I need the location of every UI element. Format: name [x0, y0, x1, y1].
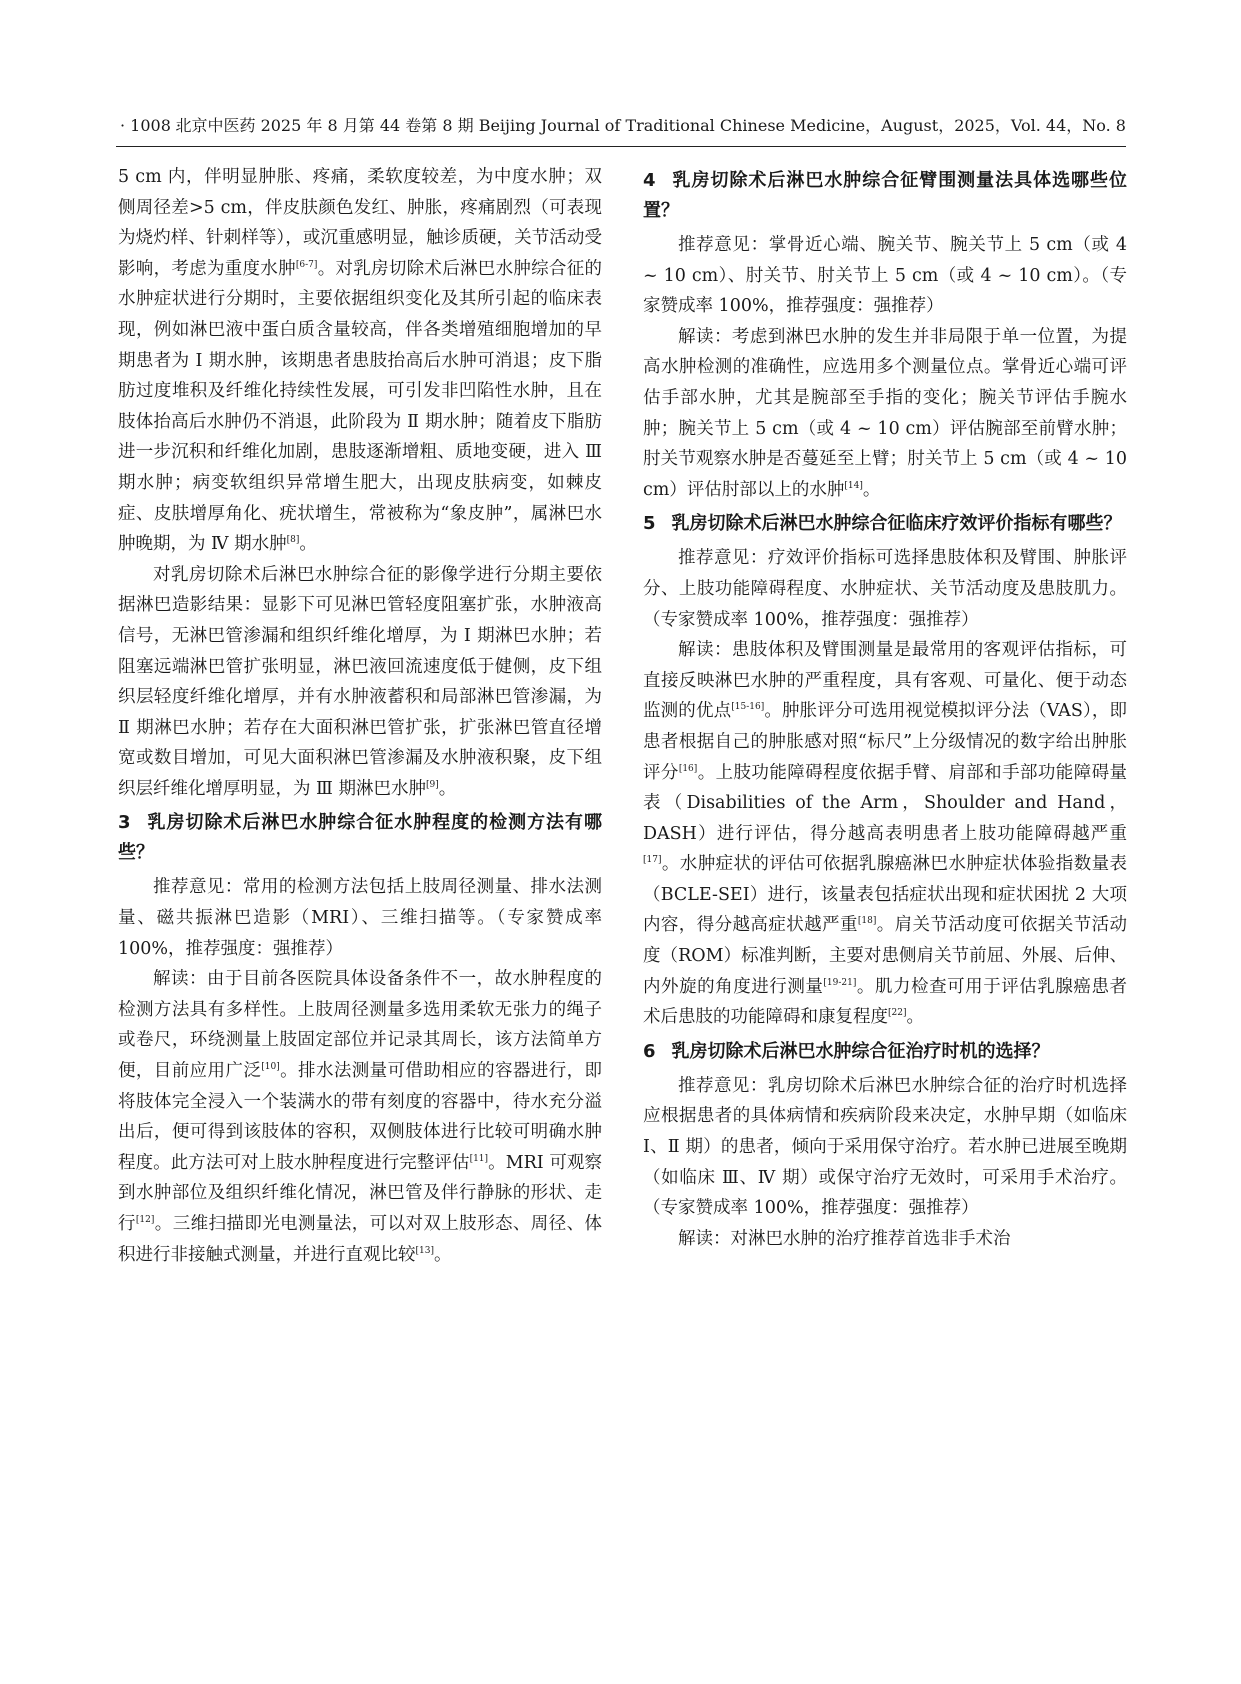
citation: [6-7] [295, 259, 318, 270]
running-header [116, 106, 1126, 147]
journal-running-title: 北京中医药 2025 年 8 月第 44 卷第 8 期 Beijing Journal of Traditional Chinese Medicine，August，2025，Vol. 44，No. 8 [175, 116, 1126, 135]
right-column [643, 162, 1127, 1254]
citation: [11] [469, 1153, 489, 1164]
interpretation: 解读：患肢体积及臂围测量是最常用的客观评估指标，可直接反映淋巴水肿的严重程度，具有客观、可量化、便于动态监测的优点[15-16]。肿胀评分可选用视觉模拟评分法（VAS），即患者根据自己的肿胀感对照“标尺”上分级情况的数字给出肿胀评分[16]。上肢功能障碍程度依据手臂、肩部和手部功能障碍量表（Disabilities of the Arm，Shoulder and Hand，DASH）进行评估，得分越高表明患者上肢功能障碍越严重[17]。水肿症状的评估可依据乳腺癌淋巴水肿症状体验指数量表（BCLE-SEI）进行，该量表包括症状出现和症状困扰 2 大项内容，得分越高症状越严重[18]。肩关节活动度可依据关节活动度（ROM）标准判断，主要对患侧肩关节前屈、外展、后伸、内外旋的角度进行测量[19-21]。肌力检查可用于评估乳腺癌患者术后患肢的功能障碍和康复程度[22]。 [643, 640, 1128, 1028]
citation: [8] [286, 535, 300, 546]
recommendation: 推荐意见：掌骨近心端、腕关节、腕关节上 5 cm（或 4 ~ 10 cm）、肘关节、肘关节上 5 cm（或 4 ~ 10 cm）。（专家赞成率 100%，推荐强度：强推荐） [643, 235, 1127, 317]
section-heading-3: 3 乳房切除术后淋巴水肿综合征水肿程度的检测方法有哪些？ [118, 812, 602, 864]
paragraph: 对乳房切除术后淋巴水肿综合征的影像学进行分期主要依据淋巴造影结果：显影下可见淋巴管轻度阻塞扩张，水肿液高信号，无淋巴管渗漏和组织纤维化增厚，为 Ⅰ 期淋巴水肿；若阻塞远端淋巴管扩张明显，淋巴液回流速度低于健侧，皮下组织层轻度纤维化增厚，并有水肿液蓄积和局部淋巴管渗漏，为 Ⅱ 期淋巴水肿；若存在大面积淋巴管扩张，扩张淋巴管直径增宽或数目增加，可见大面积淋巴管渗漏及水肿液积聚，皮下组织层纤维化增厚明显，为 Ⅲ 期淋巴水肿[9]。 [118, 564, 602, 799]
citation: [17] [643, 855, 662, 866]
citation: [16] [678, 763, 698, 774]
citation: [10] [261, 1062, 280, 1073]
citation: [14] [844, 480, 863, 491]
recommendation: 推荐意见：乳房切除术后淋巴水肿综合征的治疗时机选择应根据患者的具体病情和疾病阶段来决定，水肿早期（如临床 Ⅰ、Ⅱ 期）的患者，倾向于采用保守治疗。若水肿已进展至晚期（如临床 Ⅲ、Ⅳ 期）或保守治疗无效时，可采用手术治疗。（专家赞成率 100%，推荐强度：强推荐） [643, 1075, 1127, 1219]
citation: [12] [135, 1215, 155, 1226]
recommendation: 推荐意见：常用的检测方法包括上肢周径测量、排水法测量、磁共振淋巴造影（MRI）、三维扫描等。（专家赞成率 100%，推荐强度：强推荐） [118, 877, 602, 959]
citation: [9] [426, 780, 439, 791]
left-column [118, 162, 602, 1270]
paragraph: 5 cm 内，伴明显肿胀、疼痛，柔软度较差，为中度水肿；双侧周径差>5 cm，伴皮肤颜色发红、肿胀，疼痛剧烈（可表现为烧灼样、针刺样等），或沉重感明显，触诊质硬，关节活动受影响，考虑为重度水肿[6-7]。对乳房切除术后淋巴水肿综合征的水肿症状进行分期时，主要依据组织变化及其所引起的临床表现，例如淋巴液中蛋白质含量较高，伴各类增殖细胞增加的早期患者为 Ⅰ 期水肿，该期患者患肢抬高后水肿可消退；皮下脂肪过度堆积及纤维化持续性发展，可引发非凹陷性水肿，且在肢体抬高后水肿仍不消退，此阶段为 Ⅱ 期水肿；随着皮下脂肪进一步沉积和纤维化加剧，患肢逐渐增粗、质地变硬，进入 Ⅲ 期水肿；病变软组织异常增生肥大，出现皮肤病变，如棘皮症、皮肤增厚角化、疣状增生，常被称为“象皮肿”，属淋巴水肿晚期，为 Ⅳ 期水肿[8]。 [118, 167, 603, 555]
citation: [13] [415, 1245, 434, 1256]
citation: [19-21] [823, 977, 857, 988]
recommendation: 推荐意见：疗效评价指标可选择患肢体积及臂围、肿胀评分、上肢功能障碍程度、水肿症状、关节活动度及患肢肌力。（专家赞成率 100%，推荐强度：强推荐） [643, 548, 1127, 630]
page-number: · 1008 · [120, 116, 182, 135]
interpretation: 解读：对淋巴水肿的治疗推荐首选非手术治 [678, 1228, 1011, 1249]
section-heading-5: 5 乳房切除术后淋巴水肿综合征临床疗效评价指标有哪些？ [643, 513, 1122, 535]
citation: [15-16] [731, 702, 765, 713]
interpretation: 解读：考虑到淋巴水肿的发生并非局限于单一位置，为提高水肿检测的准确性，应选用多个测量位点。掌骨近心端可评估手部水肿，尤其是腕部至手指的变化；腕关节评估手腕水肿；腕关节上 5 cm（或 4 ~ 10 cm）评估腕部至前臂水肿；肘关节观察水肿是否蔓延至上臂；肘关节上 5 cm（或 4 ~ 10 cm）评估肘部以上的水肿[14]。 [643, 326, 1127, 500]
citation: [18] [857, 916, 877, 927]
citation: [22] [888, 1008, 907, 1019]
interpretation: 解读：由于目前各医院具体设备条件不一，故水肿程度的检测方法具有多样性。上肢周径测量多选用柔软无张力的绳子或卷尺，环绕测量上肢固定部位并记录其周长，该方法简单方便，目前应用广泛[10]。排水法测量可借助相应的容器进行，即将肢体完全浸入一个装满水的带有刻度的容器中，待水充分溢出后，便可得到该肢体的容积，双侧肢体进行比较可明确水肿程度。此方法可对上肢水肿程度进行完整评估[11]。MRI 可观察到水肿部位及组织纤维化情况，淋巴管及伴行静脉的形状、走行[12]。三维扫描即光电测量法，可以对双上肢形态、周径、体积进行非接触式测量，并进行直观比较[13]。 [118, 969, 603, 1265]
section-heading-6: 6 乳房切除术后淋巴水肿综合征治疗时机的选择？ [643, 1040, 1050, 1062]
section-heading-4: 4 乳房切除术后淋巴水肿综合征臂围测量法具体选哪些位置？ [643, 170, 1127, 221]
